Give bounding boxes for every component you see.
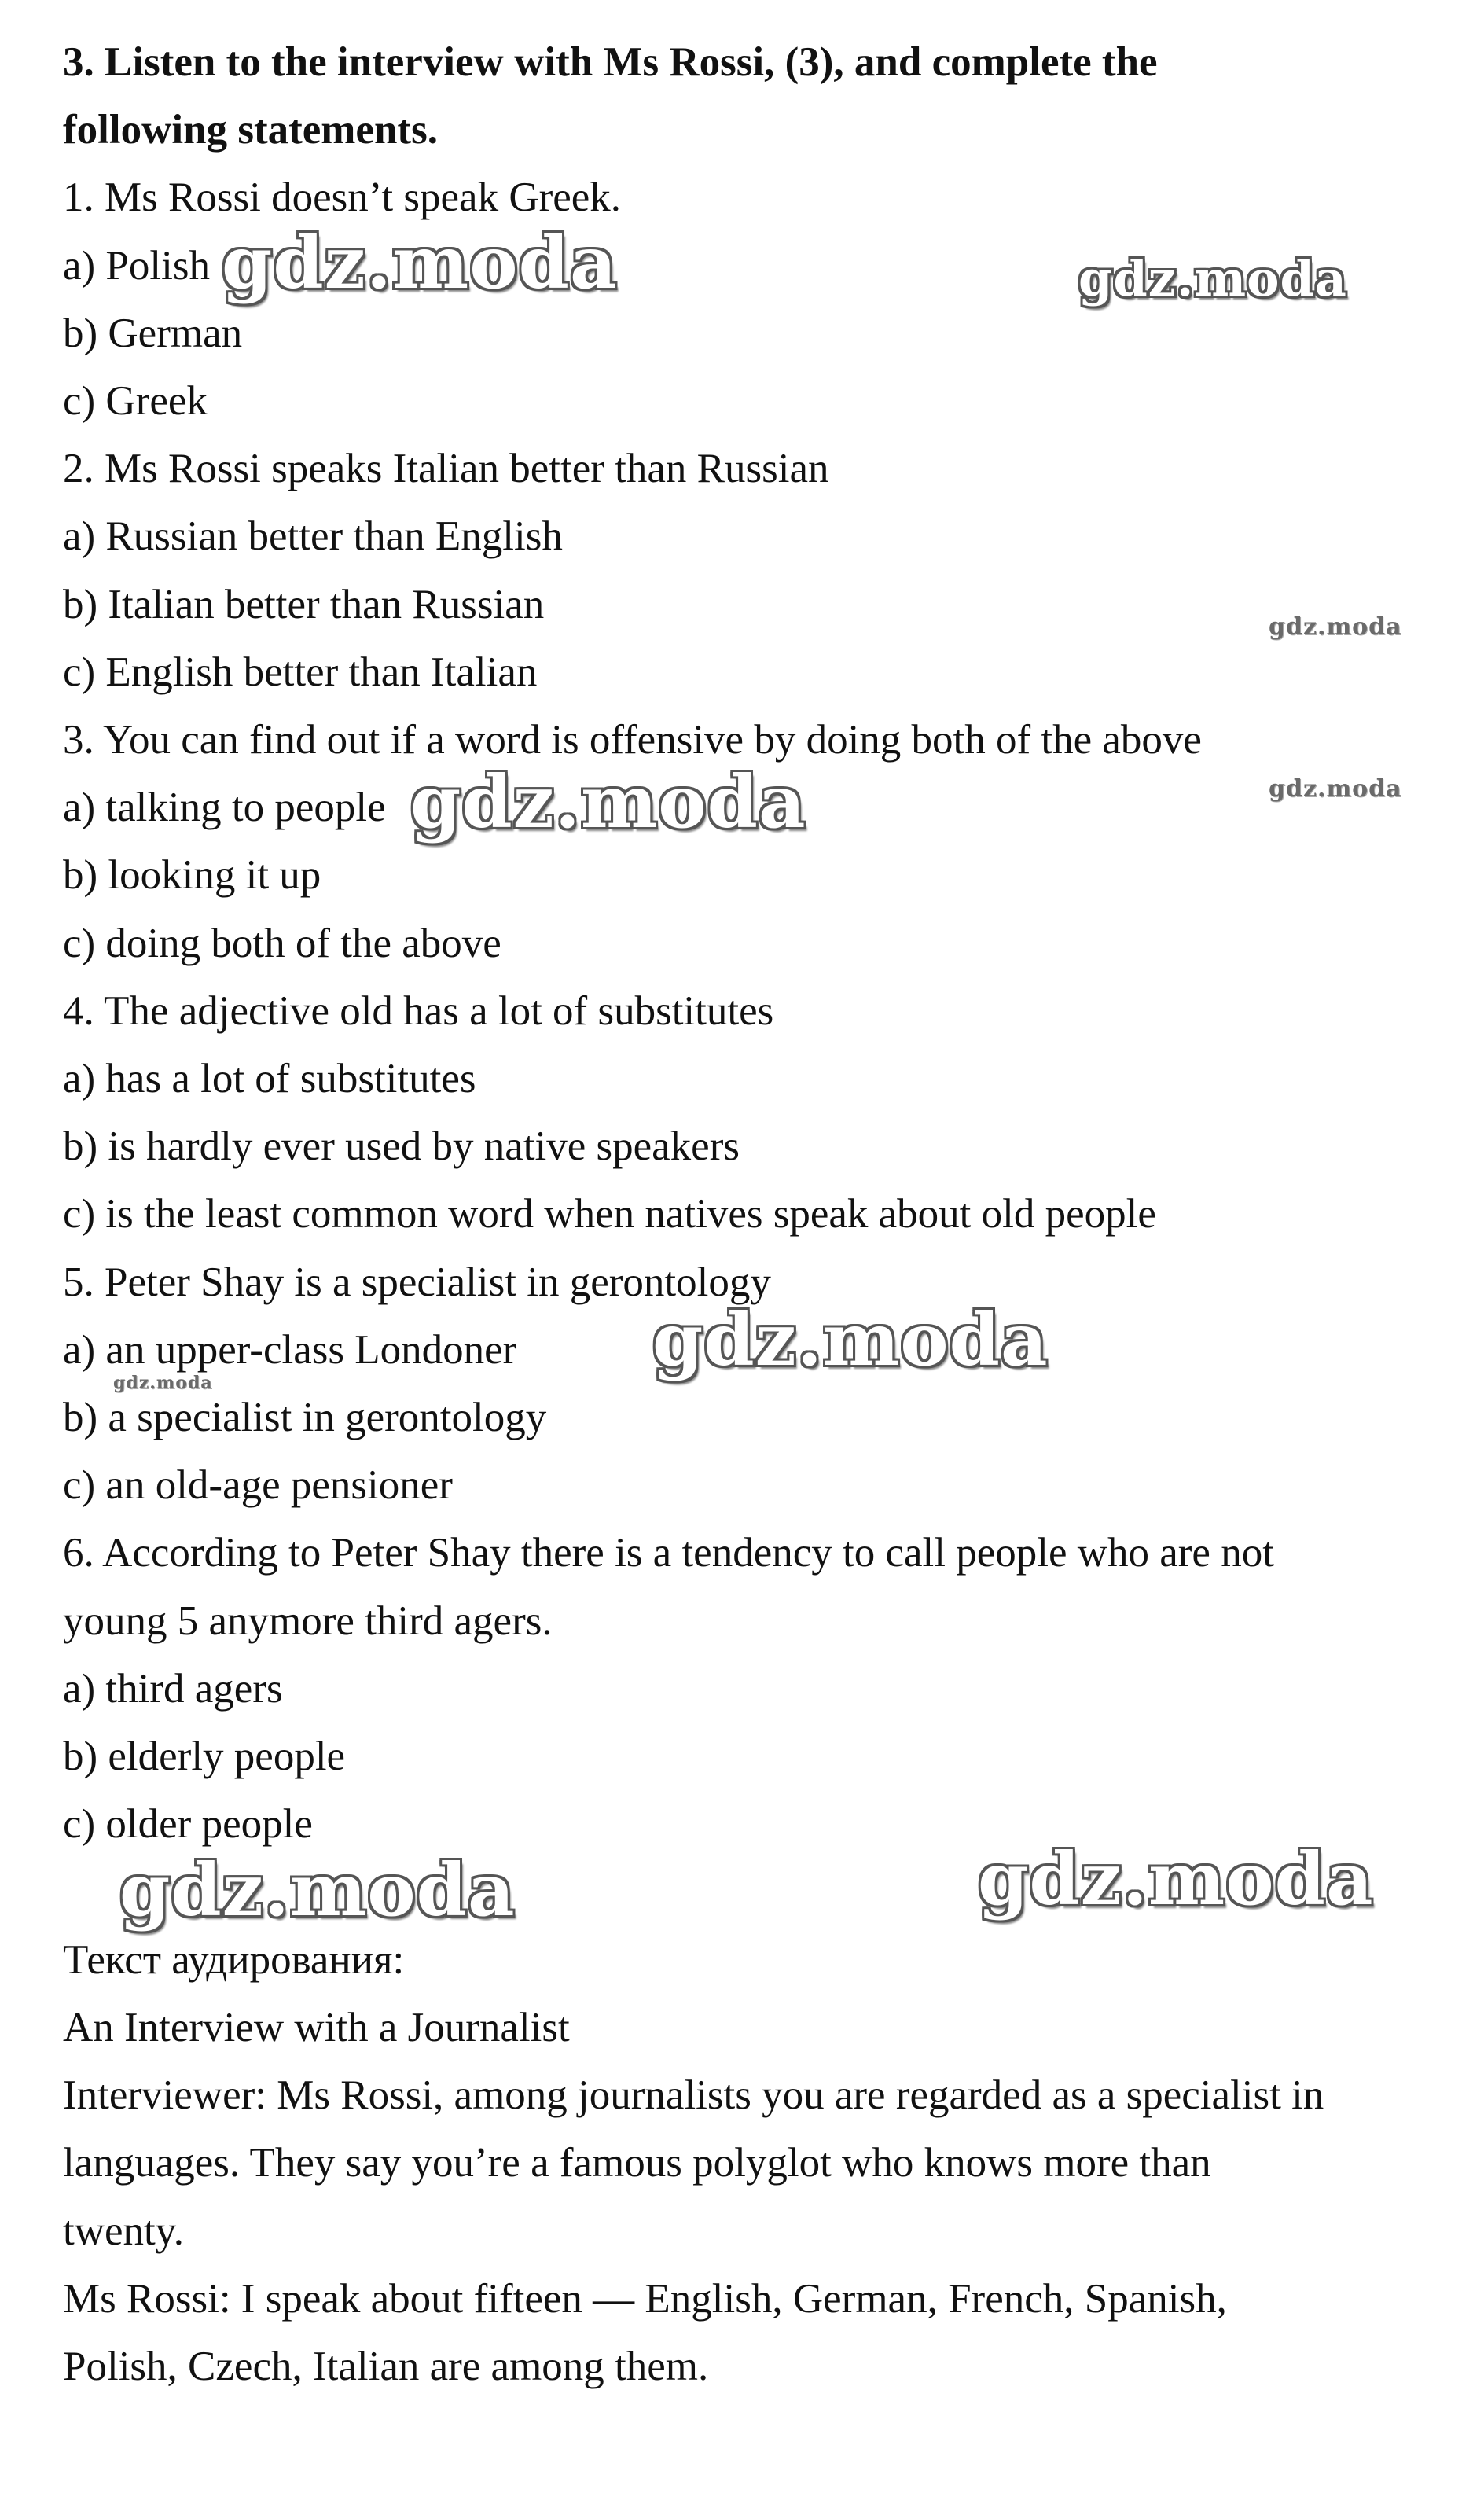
watermark-logo: gdz.moda bbox=[119, 1848, 516, 1932]
option-1a: a) Polish bbox=[63, 242, 210, 289]
task-heading-line-1: 3. Listen to the interview with Ms Rossi, (3), and complete the bbox=[63, 39, 1158, 85]
option-4b: b) is hardly ever used by native speakers bbox=[63, 1123, 740, 1170]
option-5b: b) a specialist in gerontology bbox=[63, 1395, 547, 1441]
task-heading-line-2: following statements. bbox=[63, 107, 438, 153]
watermark-logo: gdz.moda bbox=[652, 1297, 1049, 1382]
option-6b: b) elderly people bbox=[63, 1734, 346, 1780]
option-6c: c) older people bbox=[63, 1801, 313, 1848]
statement-6-line-2: young 5 anymore third agers. bbox=[63, 1598, 553, 1644]
option-3b: b) looking it up bbox=[63, 852, 321, 899]
statement-3: 3. You can find out if a word is offensive by doing both of the above bbox=[63, 717, 1202, 763]
watermark-logo: gdz.moda bbox=[1269, 613, 1402, 641]
option-4a: a) has a lot of substitutes bbox=[63, 1056, 476, 1102]
transcript-line-1: Interviewer: Ms Rossi, among journalists you are regarded as a specialist in bbox=[63, 2072, 1324, 2119]
option-5a: a) an upper-class Londoner bbox=[63, 1326, 517, 1373]
statement-4: 4. The adjective old has a lot of substitutes bbox=[63, 987, 774, 1034]
option-1c: c) Greek bbox=[63, 378, 208, 425]
transcript-line-3: twenty. bbox=[63, 2208, 185, 2254]
option-3a: a) talking to people bbox=[63, 785, 386, 831]
option-4c: c) is the least common word when natives speak about old people bbox=[63, 1191, 1156, 1237]
transcript-line-4: Ms Rossi: I speak about fifteen — English, German, French, Spanish, bbox=[63, 2275, 1227, 2322]
option-2c: c) English better than Italian bbox=[63, 649, 538, 695]
transcript-line-2: languages. They say you’re a famous polyglot who knows more than bbox=[63, 2140, 1211, 2186]
spacer-line bbox=[63, 1858, 1446, 1925]
statement-5: 5. Peter Shay is a specialist in gerontology bbox=[63, 1259, 771, 1305]
watermark-logo: gdz.moda bbox=[113, 1373, 213, 1393]
transcript-line-5: Polish, Czech, Italian are among them. bbox=[63, 2343, 709, 2389]
statement-1: 1. Ms Rossi doesn’t speak Greek. bbox=[63, 175, 622, 221]
statement-6-line-1: 6. According to Peter Shay there is a tendency to call people who are not bbox=[63, 1530, 1274, 1576]
watermark-logo: gdz.moda bbox=[978, 1837, 1374, 1921]
option-2b: b) Italian better than Russian bbox=[63, 581, 545, 627]
document-page bbox=[63, 28, 1446, 2400]
transcript-label: Текст аудирования: bbox=[63, 1936, 405, 1983]
watermark-logo: gdz.moda bbox=[222, 220, 618, 305]
option-1b: b) German bbox=[63, 310, 243, 356]
option-2a: a) Russian better than English bbox=[63, 513, 563, 560]
statement-2: 2. Ms Rossi speaks Italian better than Russian bbox=[63, 446, 829, 492]
option-6a: a) third agers bbox=[63, 1665, 283, 1712]
watermark-logo: gdz.moda bbox=[1269, 775, 1402, 803]
option-5c: c) an old-age pensioner bbox=[63, 1462, 453, 1509]
option-3c: c) doing both of the above bbox=[63, 920, 501, 966]
watermark-logo: gdz.moda bbox=[410, 759, 806, 844]
watermark-logo: gdz.moda bbox=[1078, 250, 1347, 307]
transcript-title: An Interview with a Journalist bbox=[63, 2004, 570, 2050]
